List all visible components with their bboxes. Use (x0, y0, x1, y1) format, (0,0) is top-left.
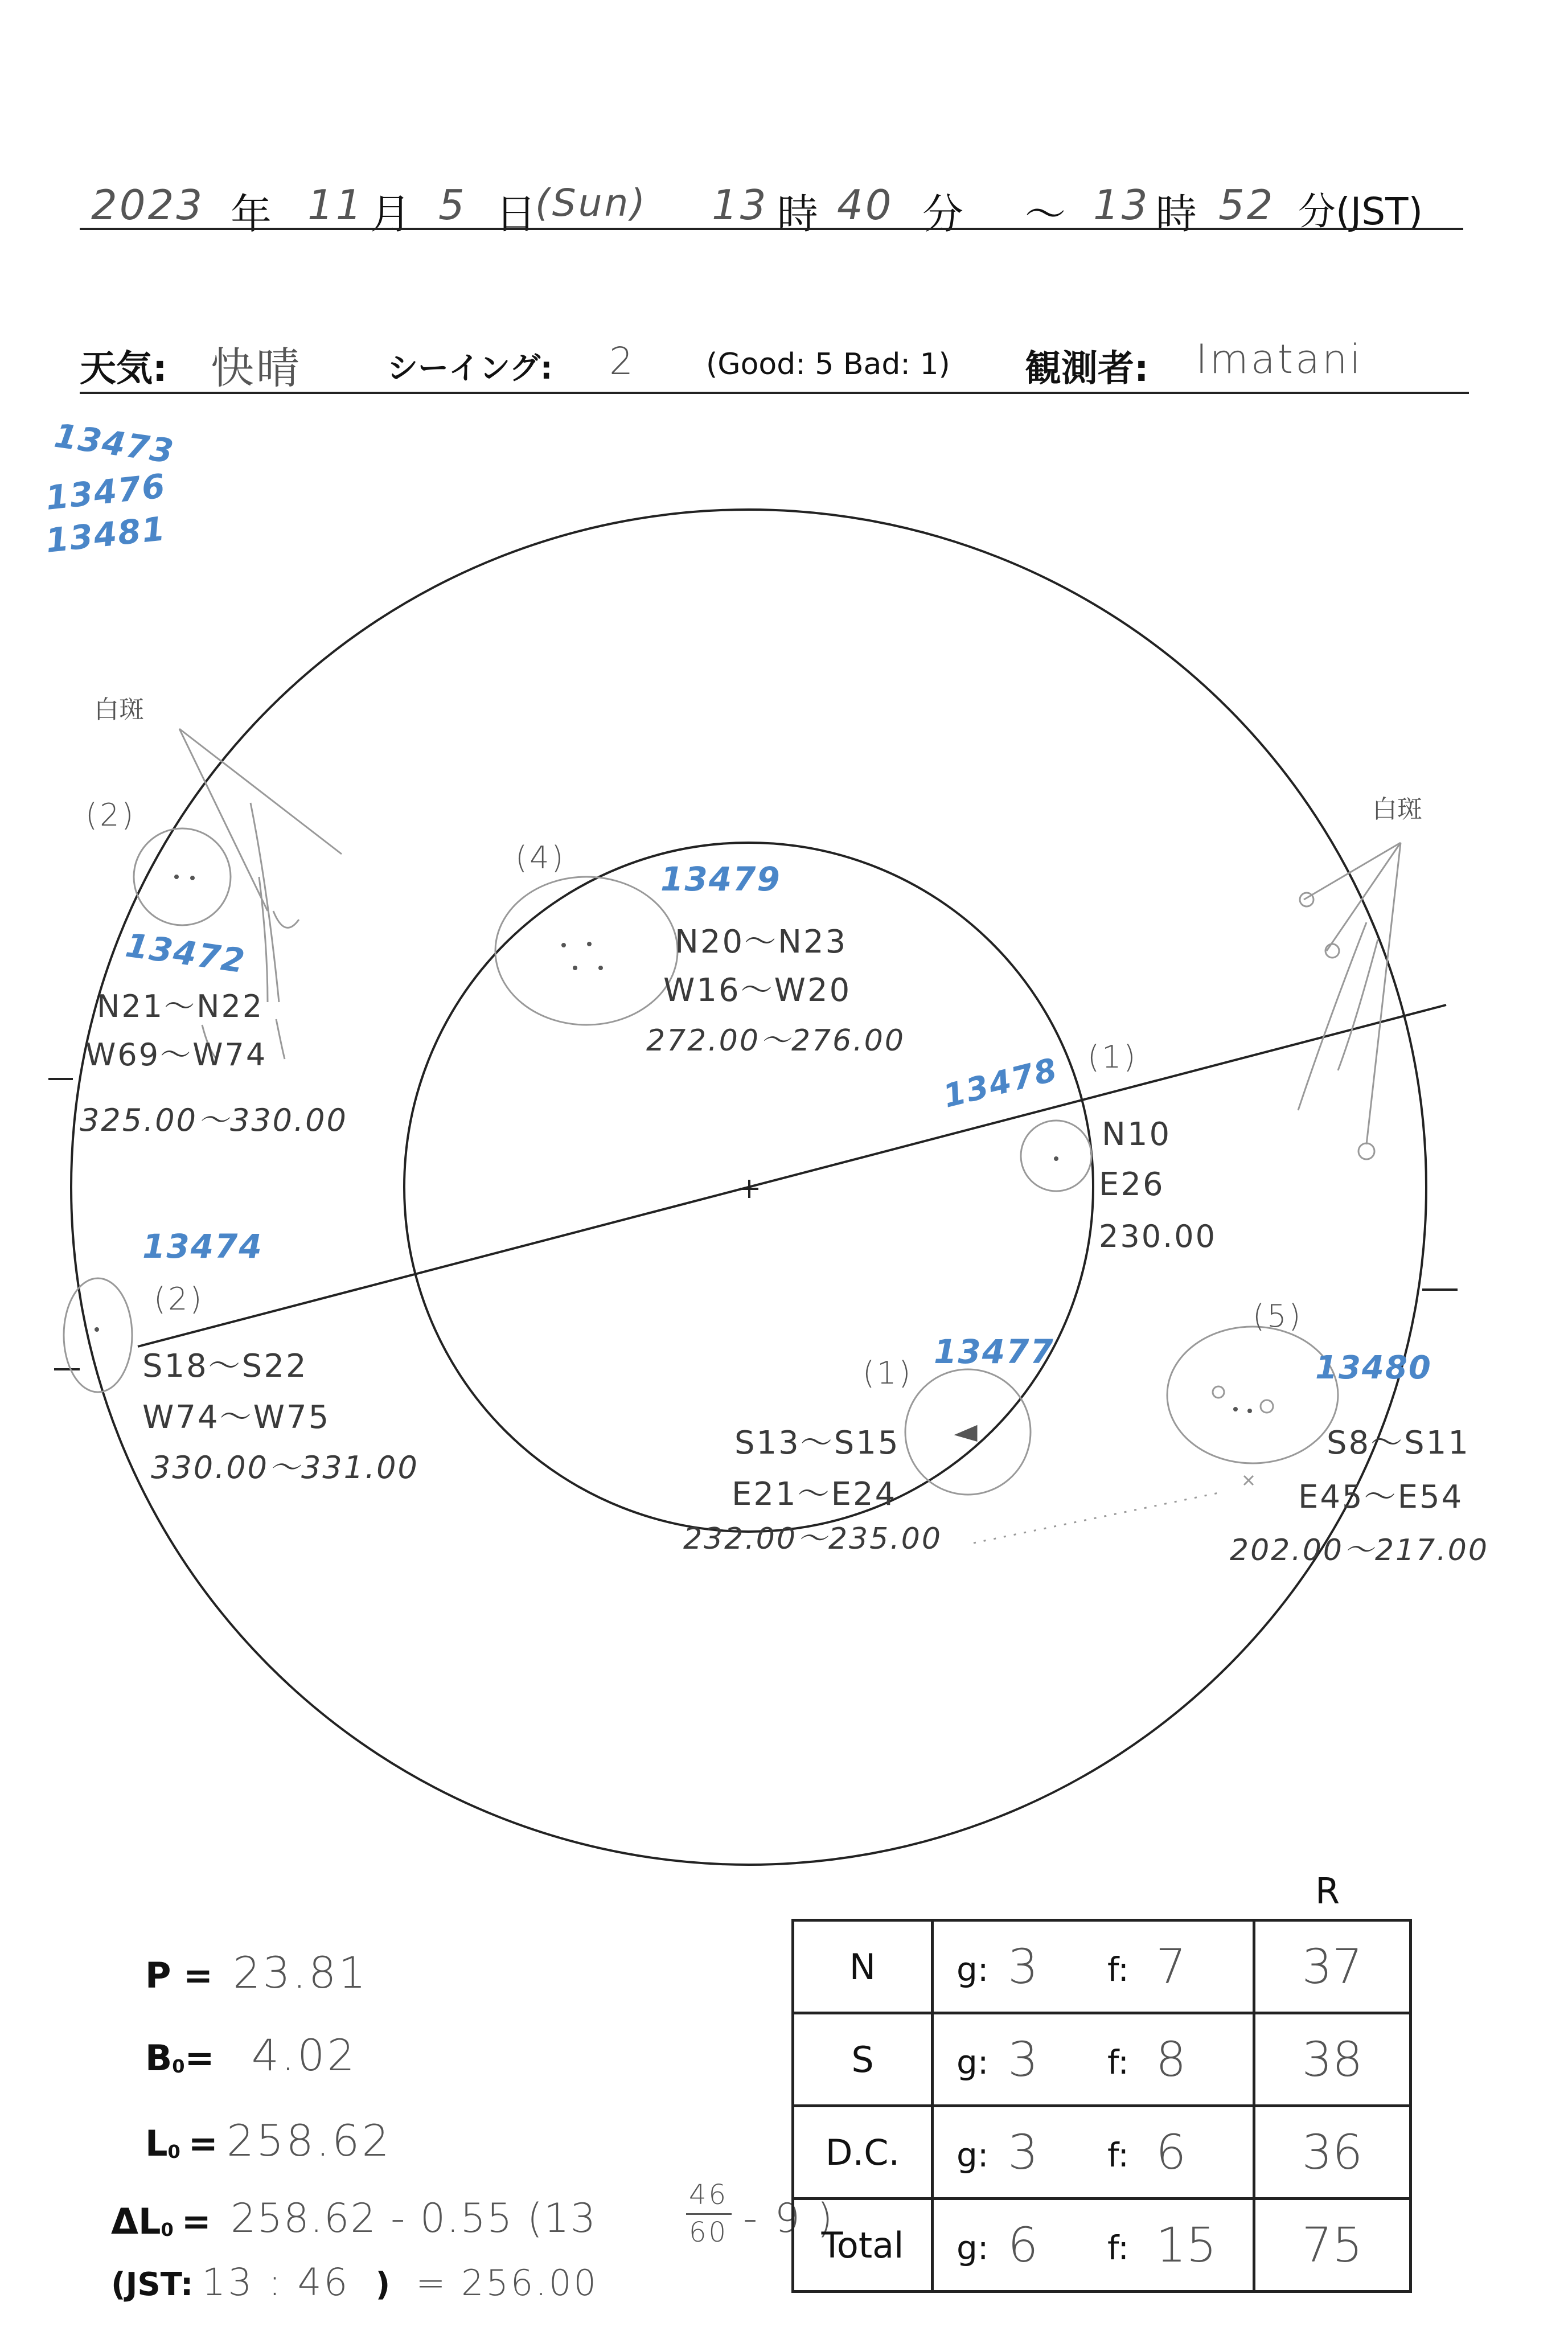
group-number: 13472 (123, 925, 248, 981)
row-label: Total (793, 2199, 933, 2292)
table-row (793, 2199, 1411, 2292)
ephemeris-jst-row (111, 2260, 598, 2304)
row-label: D.C. (793, 2106, 933, 2199)
weather-value: 快晴 (211, 343, 302, 393)
group-number: 13478 (939, 1051, 1062, 1115)
sunspot (573, 966, 577, 970)
facula-sketch (276, 1019, 285, 1059)
r-table-header: R (1315, 1870, 1340, 1912)
sunspot (1233, 1407, 1238, 1411)
group-latitude: N21～N22 (97, 988, 264, 1024)
table-row (793, 1920, 1411, 2013)
group-longitude: E26 (1099, 1166, 1165, 1203)
jst-value: 13 : 46 (202, 2260, 350, 2304)
start-min-unit: 分 (922, 190, 964, 238)
group-number: 13480 (1315, 1349, 1432, 1386)
dl-expression-a: 258.62 - 0.55 (13 (231, 2195, 597, 2242)
group-number: 13477 (934, 1332, 1054, 1371)
group-count: (5) (1253, 1298, 1303, 1334)
f-label: f: (1107, 2136, 1129, 2174)
p-value: 23.81 (233, 1947, 368, 1998)
g-label: g: (957, 2136, 989, 2174)
group-longitude: E45～E54 (1298, 1479, 1464, 1516)
sunspot-group-outline (1021, 1121, 1091, 1191)
sunspot-count-table (791, 1919, 1412, 2293)
table-row (793, 2106, 1411, 2199)
b-equals: = (184, 2037, 215, 2079)
sunspot (598, 966, 603, 970)
sunspot (1054, 1156, 1058, 1161)
group-latitude: S13～S15 (734, 1425, 900, 1462)
dl-equals: = (181, 2201, 211, 2242)
weather-label: 天気: (80, 348, 167, 390)
f-value: 6 (1156, 2124, 1187, 2180)
row-label: S (793, 2013, 933, 2106)
end-hour-value: 13 (1093, 181, 1150, 229)
facula-pointer-line (1304, 843, 1401, 900)
sunspot (561, 943, 566, 947)
facula-label: 白斑 (94, 695, 144, 724)
dl-label-text: ΔL (111, 2201, 161, 2242)
sunspot (1247, 1409, 1252, 1413)
group-spot-cell (933, 2199, 1254, 2292)
group-carrington: 230.00 (1099, 1218, 1217, 1254)
time-range-tilde: ～ (1025, 190, 1066, 238)
sunspot-group-outline (1167, 1327, 1338, 1463)
dl-fraction-bar (686, 2213, 732, 2215)
jst-label: (JST: (111, 2266, 194, 2303)
g-value: 3 (1008, 1939, 1039, 1995)
facula-sketch (1300, 893, 1313, 906)
r-value: 75 (1254, 2199, 1411, 2292)
seeing-value: 2 (609, 339, 635, 383)
rotation-track-dotted (974, 1492, 1224, 1543)
sunspot (174, 875, 179, 879)
l-subscript: 0 (167, 2141, 180, 2163)
facula-sketch (1338, 939, 1378, 1070)
group-longitude: W74～W75 (142, 1399, 331, 1436)
group-longitude: E21～E24 (732, 1476, 897, 1513)
jst-close: ) (375, 2266, 391, 2303)
facula-sketch (273, 911, 299, 928)
sunspot (1261, 1400, 1273, 1413)
group-count: (4) (515, 840, 566, 876)
group-number: 13474 (142, 1227, 263, 1266)
f-value: 8 (1156, 2032, 1187, 2087)
p-label: P = (145, 1955, 213, 1996)
f-label: f: (1107, 1950, 1129, 1989)
group-count: (1) (1087, 1039, 1138, 1075)
facula-pointer-line (179, 729, 342, 854)
sunspot (957, 1426, 976, 1441)
dl-result: = 256.00 (416, 2262, 598, 2304)
ephemeris-dl-row (111, 2179, 835, 2263)
sunspot (587, 942, 592, 946)
group-latitude: N10 (1102, 1116, 1172, 1153)
r-value: 37 (1254, 1920, 1411, 2013)
end-hour-unit: 時 (1156, 190, 1197, 238)
group-count: (2) (154, 1281, 204, 1317)
group-carrington: 330.00～331.00 (151, 1450, 419, 1485)
l-value: 258.62 (226, 2115, 392, 2166)
group-carrington: 202.00～217.00 (1230, 1533, 1489, 1567)
g-label: g: (957, 1950, 989, 1989)
group-count: (1) (863, 1355, 913, 1391)
group-spot-cell (933, 2013, 1254, 2106)
sunspot (1213, 1386, 1224, 1398)
table-row (793, 2013, 1411, 2106)
group-latitude: S18～S22 (142, 1348, 308, 1385)
group-carrington: 232.00～235.00 (683, 1522, 942, 1556)
group-latitude: N20～N23 (675, 924, 848, 961)
f-value: 7 (1156, 1939, 1187, 1995)
b-subscript: 0 (172, 2055, 185, 2078)
year-unit: 年 (231, 190, 272, 238)
facula-label: 白斑 (1372, 795, 1422, 824)
group-longitude: W16～W20 (663, 972, 852, 1009)
sunspot-group-outline (495, 877, 678, 1025)
r-value: 36 (1254, 2106, 1411, 2199)
seeing-scale: (Good: 5 Bad: 1) (706, 347, 950, 381)
sunspot-group-outline (134, 828, 231, 925)
group-carrington: 325.00～330.00 (80, 1102, 348, 1138)
sunspot (95, 1327, 99, 1332)
dl-fraction-denominator: 60 (689, 2217, 729, 2248)
month-unit: 月 (370, 190, 412, 238)
day-value: 5 (438, 181, 467, 229)
f-value: 15 (1156, 2217, 1217, 2273)
g-value: 3 (1008, 2032, 1039, 2087)
region-list-item: 13476 (44, 466, 168, 518)
year-value: 2023 (91, 181, 205, 229)
end-min-unit: 分(JST) (1298, 190, 1423, 233)
ephemeris-p-row (145, 1947, 368, 1998)
group-spot-cell (933, 2106, 1254, 2199)
group-number: 13479 (660, 860, 781, 898)
f-label: f: (1107, 2043, 1129, 2082)
group-spot-cell (933, 1920, 1254, 2013)
g-label: g: (957, 2043, 989, 2082)
g-label: g: (957, 2229, 989, 2267)
g-value: 3 (1008, 2124, 1039, 2180)
g-value: 6 (1008, 2217, 1039, 2273)
start-hour-unit: 時 (777, 190, 819, 238)
ephemeris-l-row (145, 2115, 392, 2166)
day-unit: 日 (495, 190, 537, 238)
dl-expression-b: - 9 ) (743, 2195, 835, 2242)
row-label: N (793, 1920, 933, 2013)
start-hour-value: 13 (712, 181, 769, 229)
observer-label: 観測者: (1025, 348, 1149, 390)
b-value: 4.02 (251, 2030, 357, 2080)
r-value: 38 (1254, 2013, 1411, 2106)
observer-value: Imatani (1196, 336, 1363, 383)
group-latitude: S8～S11 (1327, 1425, 1470, 1462)
l-equals: = (188, 2123, 218, 2164)
dl-label (111, 2201, 211, 2242)
dl-fraction-numerator: 46 (689, 2179, 729, 2211)
weekday-value: (Sun) (535, 181, 648, 225)
end-min-value: 52 (1218, 181, 1275, 229)
group-count: (2) (85, 797, 136, 833)
facula-sketch (1358, 1143, 1374, 1159)
l-label: L (145, 2123, 168, 2164)
region-list-item: 13473 (52, 416, 177, 471)
f-label: f: (1107, 2229, 1129, 2267)
start-min-value: 40 (837, 181, 894, 229)
dl-subscript: 0 (161, 2219, 174, 2241)
facula-pointer-line (1366, 843, 1401, 1144)
b-label: B (145, 2037, 173, 2079)
month-value: 11 (307, 181, 364, 229)
sunspot (190, 876, 195, 880)
seeing-label: シーイング: (387, 350, 553, 386)
group-longitude: W69～W74 (85, 1037, 268, 1073)
facula-sketch (251, 803, 279, 1002)
group-carrington: 272.00～276.00 (646, 1024, 905, 1058)
ephemeris-b-row (145, 2030, 357, 2080)
region-list-item: 13481 (44, 509, 168, 560)
